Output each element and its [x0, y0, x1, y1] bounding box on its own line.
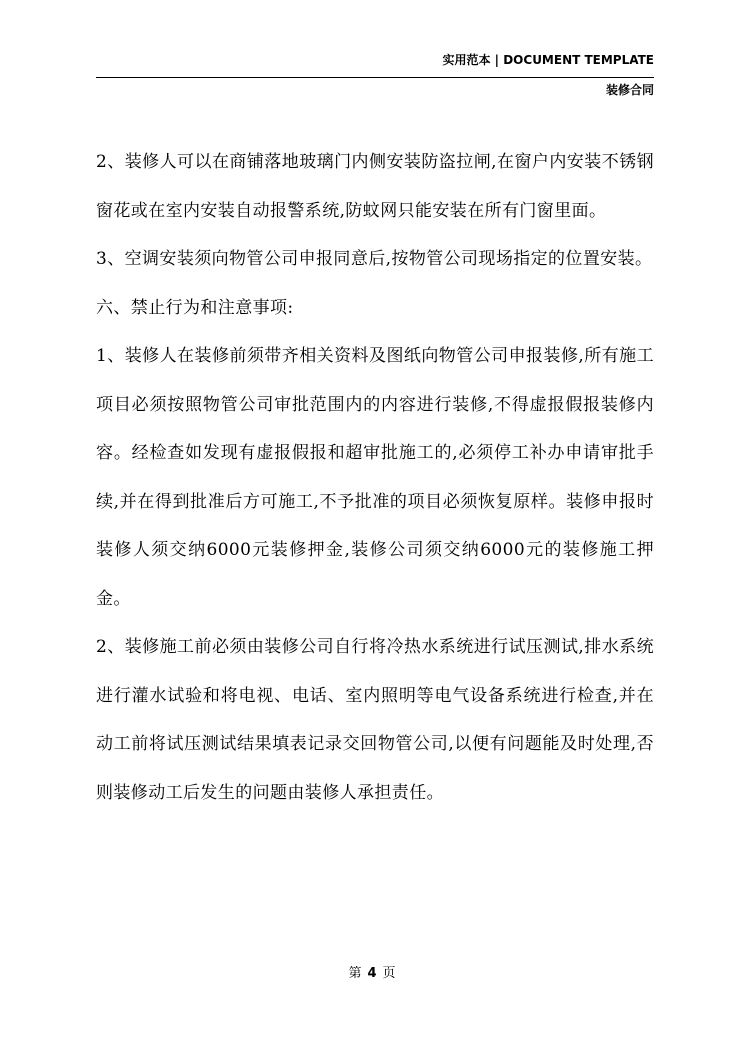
header-divider: [96, 77, 654, 78]
paragraph: 2、装修人可以在商铺落地玻璃门内侧安装防盗拉闸,在窗户内安装不锈钢窗花或在室内安装自动报警系统,防蚊网只能安装在所有门窗里面。: [96, 152, 654, 221]
page-number: 4: [367, 966, 377, 981]
paragraph: 1、装修人在装修前须带齐相关资料及图纸向物管公司申报装修,所有施工项目必须按照物管公司审批范围内的内容进行装修,不得虚报假报装修内容。经检查如发现有虚报假报和超审批施工的,必须停工补办申请审批手续,并在得到批准后方可施工,不予批准的项目必须恢复原样。装修申报时装修人须交纳6000元装修押金,装修公司须交纳6000元的装修施工押金。: [96, 346, 654, 609]
page-header: [96, 52, 654, 98]
page-label-prefix: 第: [348, 966, 362, 981]
section-heading: 六、禁止行为和注意事项:: [96, 297, 294, 318]
page-label-suffix: 页: [382, 966, 396, 981]
header-subtitle: 装修合同: [605, 83, 654, 97]
document-body: [96, 138, 654, 817]
paragraph: 2、装修施工前必须由装修公司自行将冷热水系统进行试压测试,排水系统进行灌水试验和将电视、电话、室内照明等电气设备系统进行检查,并在动工前将试压测试结果填表记录交回物管公司,以便有问题能及时处理,否则装修动工后发生的问题由装修人承担责任。: [96, 637, 654, 803]
page-footer: [0, 962, 744, 981]
header-title: 实用范本 | DOCUMENT TEMPLATE: [442, 53, 654, 67]
paragraph: 3、空调安装须向物管公司申报同意后,按物管公司现场指定的位置安装。: [96, 249, 653, 269]
